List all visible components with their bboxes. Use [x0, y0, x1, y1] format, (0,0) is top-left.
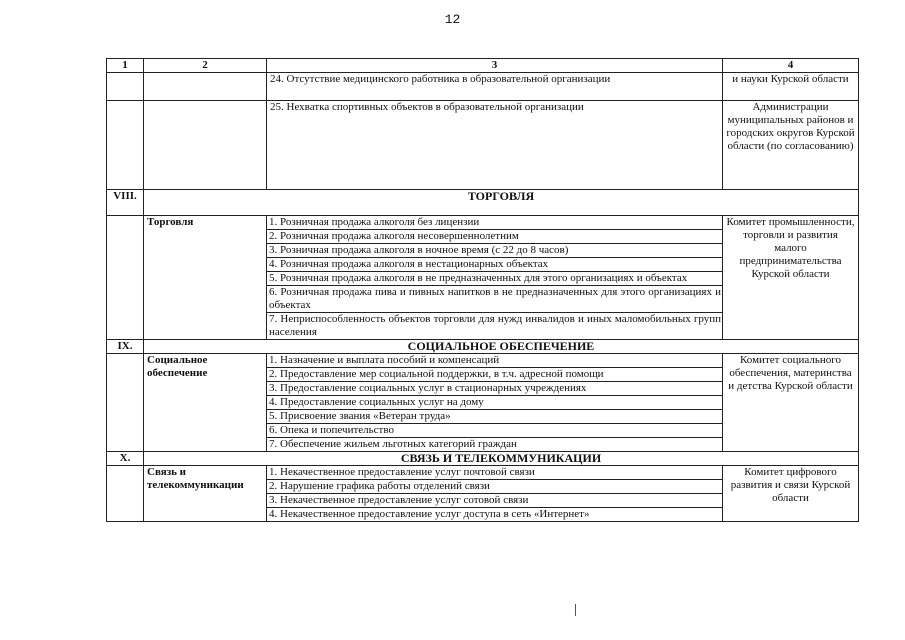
column-header-row: [107, 59, 859, 73]
list-item: 4. Розничная продажа алкоголя в нестационарных объектах: [267, 258, 722, 272]
responsible-org: Комитет цифрового развития и связи Курской области: [723, 466, 859, 522]
section-category: Торговля: [144, 216, 267, 340]
responsible-org: Комитет промышленности, торговли и развития малого предпринимательства Курской области: [723, 216, 859, 340]
item-list-cell: [267, 216, 723, 340]
list-item: 3. Предоставление социальных услуг в стационарных учреждениях: [267, 382, 722, 396]
column-header-4: 4: [723, 59, 859, 73]
item-text: Отсутствие медицинского работника в образовательной организации: [286, 73, 611, 85]
list-item: 2. Нарушение графика работы отделений связи: [267, 480, 722, 494]
column-header-1: 1: [107, 59, 144, 73]
list-item: 1. Розничная продажа алкоголя без лицензии: [267, 216, 722, 230]
section-body-row: [107, 216, 859, 340]
list-item: 7. Обеспечение жильем льготных категорий граждан: [269, 438, 517, 450]
section-header-row: [107, 340, 859, 354]
responsible-org: Администрации муниципальных районов и городских округов Курской области (по согласованию): [723, 101, 859, 190]
list-item: 7. Неприспособленность объектов торговли для нужд инвалидов и иных маломобильных групп населения: [269, 313, 721, 338]
section-header-row: [107, 452, 859, 466]
classification-table: [106, 58, 859, 522]
item-cell: [267, 101, 723, 190]
column-header-2: 2: [144, 59, 267, 73]
item-list-cell: [267, 354, 723, 452]
list-item: 3. Розничная продажа алкоголя в ночное время (с 22 до 8 часов): [267, 244, 722, 258]
table-row: [107, 101, 859, 190]
section-number: X.: [107, 452, 144, 466]
list-item: 2. Предоставление мер социальной поддержки, в т.ч. адресной помощи: [267, 368, 722, 382]
item-list: [267, 216, 722, 339]
section-number: VIII.: [107, 190, 144, 216]
list-item: 5. Розничная продажа алкоголя в не предназначенных для этого организациях и объектах: [267, 272, 722, 286]
item-number: 25.: [270, 101, 284, 113]
list-item: 1. Назначение и выплата пособий и компенсаций: [267, 354, 722, 368]
responsible-org: и науки Курской области: [723, 73, 859, 101]
table-row: [107, 73, 859, 101]
list-item: 4. Некачественное предоставление услуг доступа в сеть «Интернет»: [269, 508, 590, 520]
item-number: 24.: [270, 73, 284, 85]
item-list: [267, 466, 722, 521]
section-title: СВЯЗЬ И ТЕЛЕКОММУНИКАЦИИ: [144, 452, 859, 466]
item-list-cell: [267, 466, 723, 522]
scan-artifact: [575, 604, 576, 616]
section-category: Связь и телекоммуникации: [144, 466, 267, 522]
list-item: 6. Розничная продажа пива и пивных напитков в не предназначенных для этого организациях и объектах: [269, 286, 721, 311]
section-body-row: [107, 354, 859, 452]
section-number: IX.: [107, 340, 144, 354]
item-cell: [267, 73, 723, 101]
section-title: СОЦИАЛЬНОЕ ОБЕСПЕЧЕНИЕ: [144, 340, 859, 354]
list-item: 1. Некачественное предоставление услуг почтовой связи: [267, 466, 722, 480]
responsible-org: Комитет социального обеспечения, материнства и детства Курской области: [723, 354, 859, 452]
column-header-3: 3: [267, 59, 723, 73]
list-item: 6. Опека и попечительство: [267, 424, 722, 438]
item-list: [267, 354, 722, 451]
list-item: 3. Некачественное предоставление услуг сотовой связи: [267, 494, 722, 508]
item-text: Нехватка спортивных объектов в образовательной организации: [286, 101, 584, 113]
section-category: Социальное обеспечение: [144, 354, 267, 452]
list-item: 2. Розничная продажа алкоголя несовершеннолетним: [267, 230, 722, 244]
list-item: 4. Предоставление социальных услуг на дому: [267, 396, 722, 410]
list-item: 5. Присвоение звания «Ветеран труда»: [267, 410, 722, 424]
section-header-row: [107, 190, 859, 216]
section-title: ТОРГОВЛЯ: [144, 190, 859, 216]
section-body-row: [107, 466, 859, 522]
page-number: 12: [444, 12, 461, 27]
